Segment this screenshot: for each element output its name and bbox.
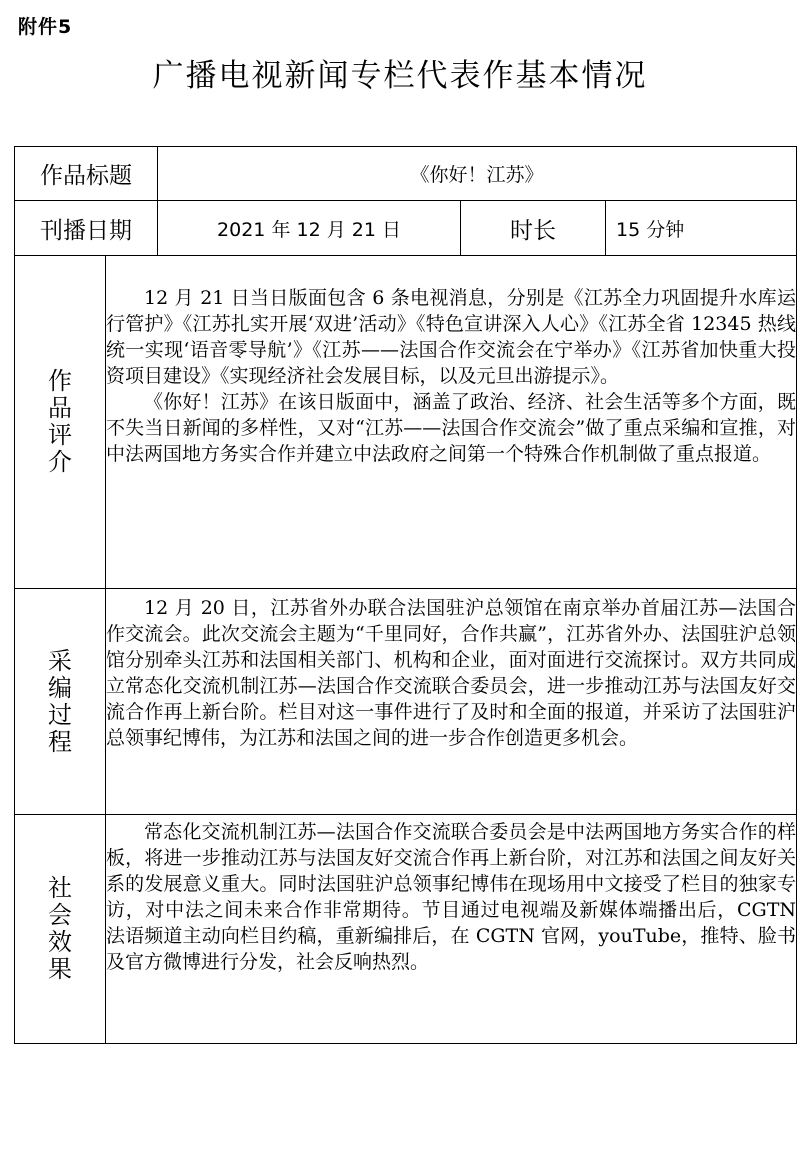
work-title-label: 作品标题 (15, 147, 158, 201)
evaluation-paragraph: 《你好！江苏》在该日版面中，涵盖了政治、经济、社会生活等多个方面，既不失当日新闻的多样性，又对“江苏——法国合作交流会”做了重点采编和宣推，对中法两国地方务实合作并建立中法政府之间第一个特殊合作机制做了重点报道。 (106, 391, 796, 465)
process-text (106, 589, 797, 815)
info-table (14, 146, 797, 1044)
row-broadcast (15, 201, 797, 256)
effect-text (106, 815, 797, 1044)
row-effect (15, 815, 797, 1044)
row-process (15, 589, 797, 815)
row-evaluation (15, 256, 797, 589)
attachment-label: 附件5 (18, 16, 73, 38)
evaluation-paragraph: 12 月 21 日当日版面包含 6 条电视消息，分别是《江苏全力巩固提升水库运行管护》《江苏扎实开展‘双进’活动》《特色宣讲深入人心》《江苏全省 12345 热线统一实现‘语音零导航’》《江苏——法国合作交流会在宁举办》《江苏省加快重大投资项目建设》《实现经济社会发展目标，以及元旦出游提示》。 (106, 287, 796, 387)
broadcast-date-label: 刊播日期 (15, 201, 158, 256)
process-label: 采 编 过 程 (15, 589, 106, 815)
duration-value: 15 分钟 (606, 201, 797, 256)
row-work-title (15, 147, 797, 201)
page-title: 广播电视新闻专栏代表作基本情况 (152, 58, 648, 94)
evaluation-text (106, 256, 797, 589)
effect-label: 社 会 效 果 (15, 815, 106, 1044)
effect-paragraph: 常态化交流机制江苏—法国合作交流联合委员会是中法两国地方务实合作的样板，将进一步推动江苏与法国友好交流合作再上新台阶，对江苏和法国之间友好关系的发展意义重大。同时法国驻沪总领事纪博伟在现场用中文接受了栏目的独家专访，对中法之间未来合作非常期待。节目通过电视端及新媒体端播出后，CGTN 法语频道主动向栏目约稿，重新编排后，在 CGTN 官网，youTube，推特、脸书及官方微博进行分发，社会反响热烈。 (106, 821, 796, 973)
work-title-value: 《你好！江苏》 (158, 147, 797, 201)
duration-label: 时长 (461, 201, 606, 256)
broadcast-date-value: 2021 年 12 月 21 日 (158, 201, 461, 256)
process-paragraph: 12 月 20 日，江苏省外办联合法国驻沪总领馆在南京举办首届江苏—法国合作交流会。此次交流会主题为“千里同好，合作共赢”，江苏省外办、法国驻沪总领馆分别牵头江苏和法国相关部门、机构和企业，面对面进行交流探讨。双方共同成立常态化交流机制江苏—法国合作交流联合委员会，进一步推动江苏与法国友好交流合作再上新台阶。栏目对这一事件进行了及时和全面的报道，并采访了法国驻沪总领事纪博伟，为江苏和法国之间的进一步合作创造更多机会。 (106, 597, 796, 749)
evaluation-label: 作 品 评 介 (15, 256, 106, 589)
